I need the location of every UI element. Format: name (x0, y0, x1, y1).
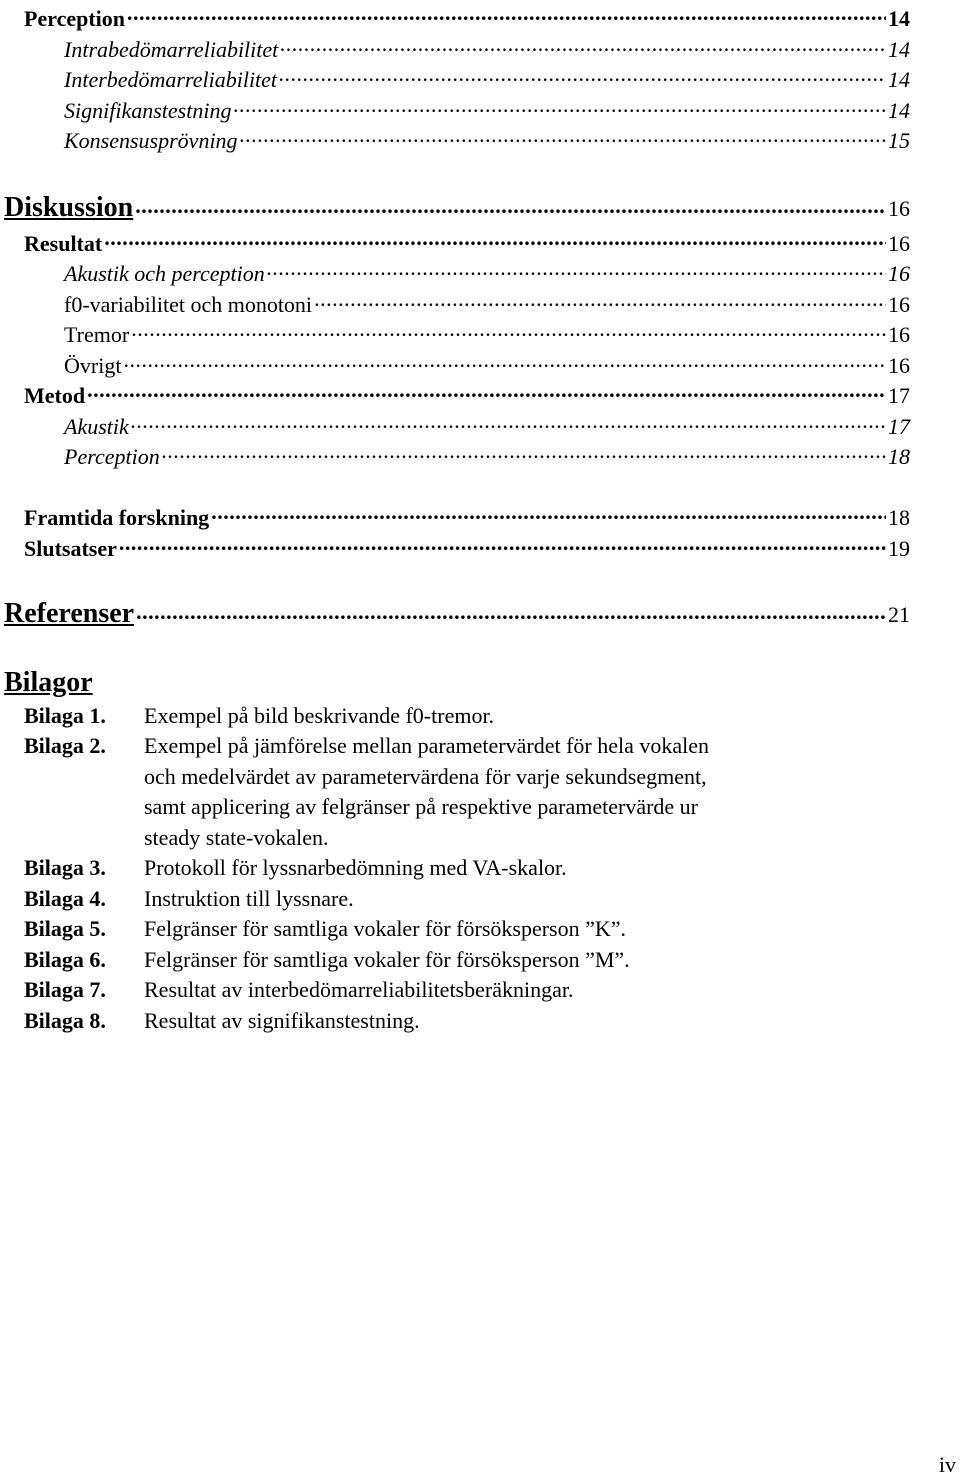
appendix-number: Bilaga 6. (24, 947, 106, 972)
toc-entry[interactable] (64, 347, 910, 379)
toc-entry-page: 14 (888, 37, 910, 62)
toc-leader-dots (267, 255, 886, 281)
toc-entry[interactable] (64, 286, 910, 318)
appendix-item (24, 731, 784, 853)
appendix-number: Bilaga 2. (24, 733, 106, 758)
appendix-item (24, 945, 784, 976)
toc-entry-chapter[interactable] (4, 190, 910, 225)
toc-entry[interactable] (64, 408, 910, 440)
toc-entry-page: 21 (888, 602, 910, 627)
toc-entry[interactable] (64, 31, 910, 63)
toc-entry-label: Metod (24, 383, 86, 408)
toc-leader-dots (136, 596, 886, 622)
toc-entry-label: Interbedömarreliabilitet (64, 67, 278, 92)
toc-leader-dots (87, 377, 886, 403)
appendix-description: Felgränser för samtliga vokaler för försöksperson ”M”. (144, 947, 630, 972)
appendix-item (24, 701, 784, 732)
toc-leader-dots (135, 190, 886, 216)
toc-entry-page: 14 (888, 67, 910, 92)
appendix-description: Resultat av interbedömarreliabilitetsberäkningar. (144, 977, 574, 1002)
appendix-number: Bilaga 7. (24, 977, 106, 1002)
toc-entry[interactable] (64, 255, 910, 287)
toc-entry[interactable] (24, 225, 910, 257)
toc-entry-page: 19 (888, 536, 910, 561)
toc-leader-dots (119, 530, 886, 556)
toc-entry-page: 16 (888, 261, 910, 286)
appendix-number: Bilaga 8. (24, 1008, 106, 1033)
toc-entry-label: f0-variabilitet och monotoni (64, 292, 313, 317)
toc-entry-label: Referenser (4, 598, 135, 629)
appendix-item (24, 914, 784, 945)
toc-entry-label: Tremor (64, 322, 130, 347)
toc-entry-page: 16 (888, 292, 910, 317)
appendix-description: Protokoll för lyssnarbedömning med VA-skalor. (144, 855, 567, 880)
toc-leader-dots (240, 122, 886, 148)
bilagor-heading: Bilagor (4, 667, 93, 698)
toc-entry-page: 14 (888, 98, 910, 123)
toc-entry-page: 18 (888, 444, 910, 469)
toc-entry[interactable] (24, 499, 910, 531)
toc-entry-label: Perception (64, 444, 160, 469)
toc-leader-dots (131, 316, 886, 342)
appendix-item (24, 975, 784, 1006)
toc-leader-dots (279, 61, 886, 87)
toc-entry-label: Signifikanstestning (64, 98, 232, 123)
toc-leader-dots (314, 286, 886, 312)
toc-entry-page: 14 (888, 6, 910, 31)
toc-entry-label: Akustik och perception (64, 261, 265, 286)
toc-leader-dots (233, 92, 886, 118)
toc-entry[interactable] (24, 377, 910, 409)
toc-entry-page: 17 (888, 383, 910, 408)
toc-entry[interactable] (64, 122, 910, 154)
toc-entry-label: Perception (24, 6, 126, 31)
appendix-item (24, 853, 784, 884)
appendix-number: Bilaga 1. (24, 703, 106, 728)
toc-leader-dots (131, 408, 886, 434)
appendix-number: Bilaga 4. (24, 886, 106, 911)
toc-entry-page: 16 (888, 353, 910, 378)
toc-entry[interactable] (64, 92, 910, 124)
toc-entry-label: Intrabedömarreliabilitet (64, 37, 279, 62)
toc-entry[interactable] (64, 438, 910, 470)
appendix-number: Bilaga 3. (24, 855, 106, 880)
toc-entry-page: 16 (888, 196, 910, 221)
appendix-description: Resultat av signifikanstestning. (144, 1008, 420, 1033)
appendix-item (24, 1006, 784, 1037)
appendix-number: Bilaga 5. (24, 916, 106, 941)
toc-entry-label: Akustik (64, 414, 129, 439)
toc-entry-chapter[interactable] (4, 596, 910, 631)
toc-entry-label: Övrigt (64, 353, 122, 378)
toc-entry[interactable] (24, 0, 910, 32)
toc-entry-page: 18 (888, 505, 910, 530)
appendix-description: Instruktion till lyssnare. (144, 886, 354, 911)
toc-entry-page: 15 (888, 128, 910, 153)
toc-entry-page: 17 (888, 414, 910, 439)
toc-entry-page: 16 (888, 231, 910, 256)
toc-entry-label: Resultat (24, 231, 103, 256)
toc-leader-dots (280, 31, 886, 57)
toc-entry-page: 16 (888, 322, 910, 347)
toc-entry[interactable] (64, 316, 910, 348)
toc-leader-dots (123, 347, 886, 373)
appendix-description: Exempel på jämförelse mellan parametervärdet för hela vokalen och medelvärdet av parametervärdena för varje sekundsegment, samt applicering av felgränser på respektive parametervärde ur steady state-vokalen. (144, 733, 710, 850)
toc-leader-dots (104, 225, 886, 251)
toc-leader-dots (162, 438, 886, 464)
toc-leader-dots (127, 0, 886, 26)
toc-entry-label: Slutsatser (24, 536, 117, 561)
toc-entry[interactable] (64, 61, 910, 93)
appendix-description: Exempel på bild beskrivande f0-tremor. (144, 703, 495, 728)
toc-entry-label: Framtida forskning (24, 505, 210, 530)
appendix-item (24, 884, 784, 915)
toc-leader-dots (211, 499, 886, 525)
toc-entry[interactable] (24, 530, 910, 562)
page-number: iv (938, 1452, 956, 1477)
toc-entry-label: Konsensusprövning (64, 128, 238, 153)
toc-entry-label: Diskussion (4, 192, 134, 223)
appendix-description: Felgränser för samtliga vokaler för försöksperson ”K”. (144, 916, 627, 941)
